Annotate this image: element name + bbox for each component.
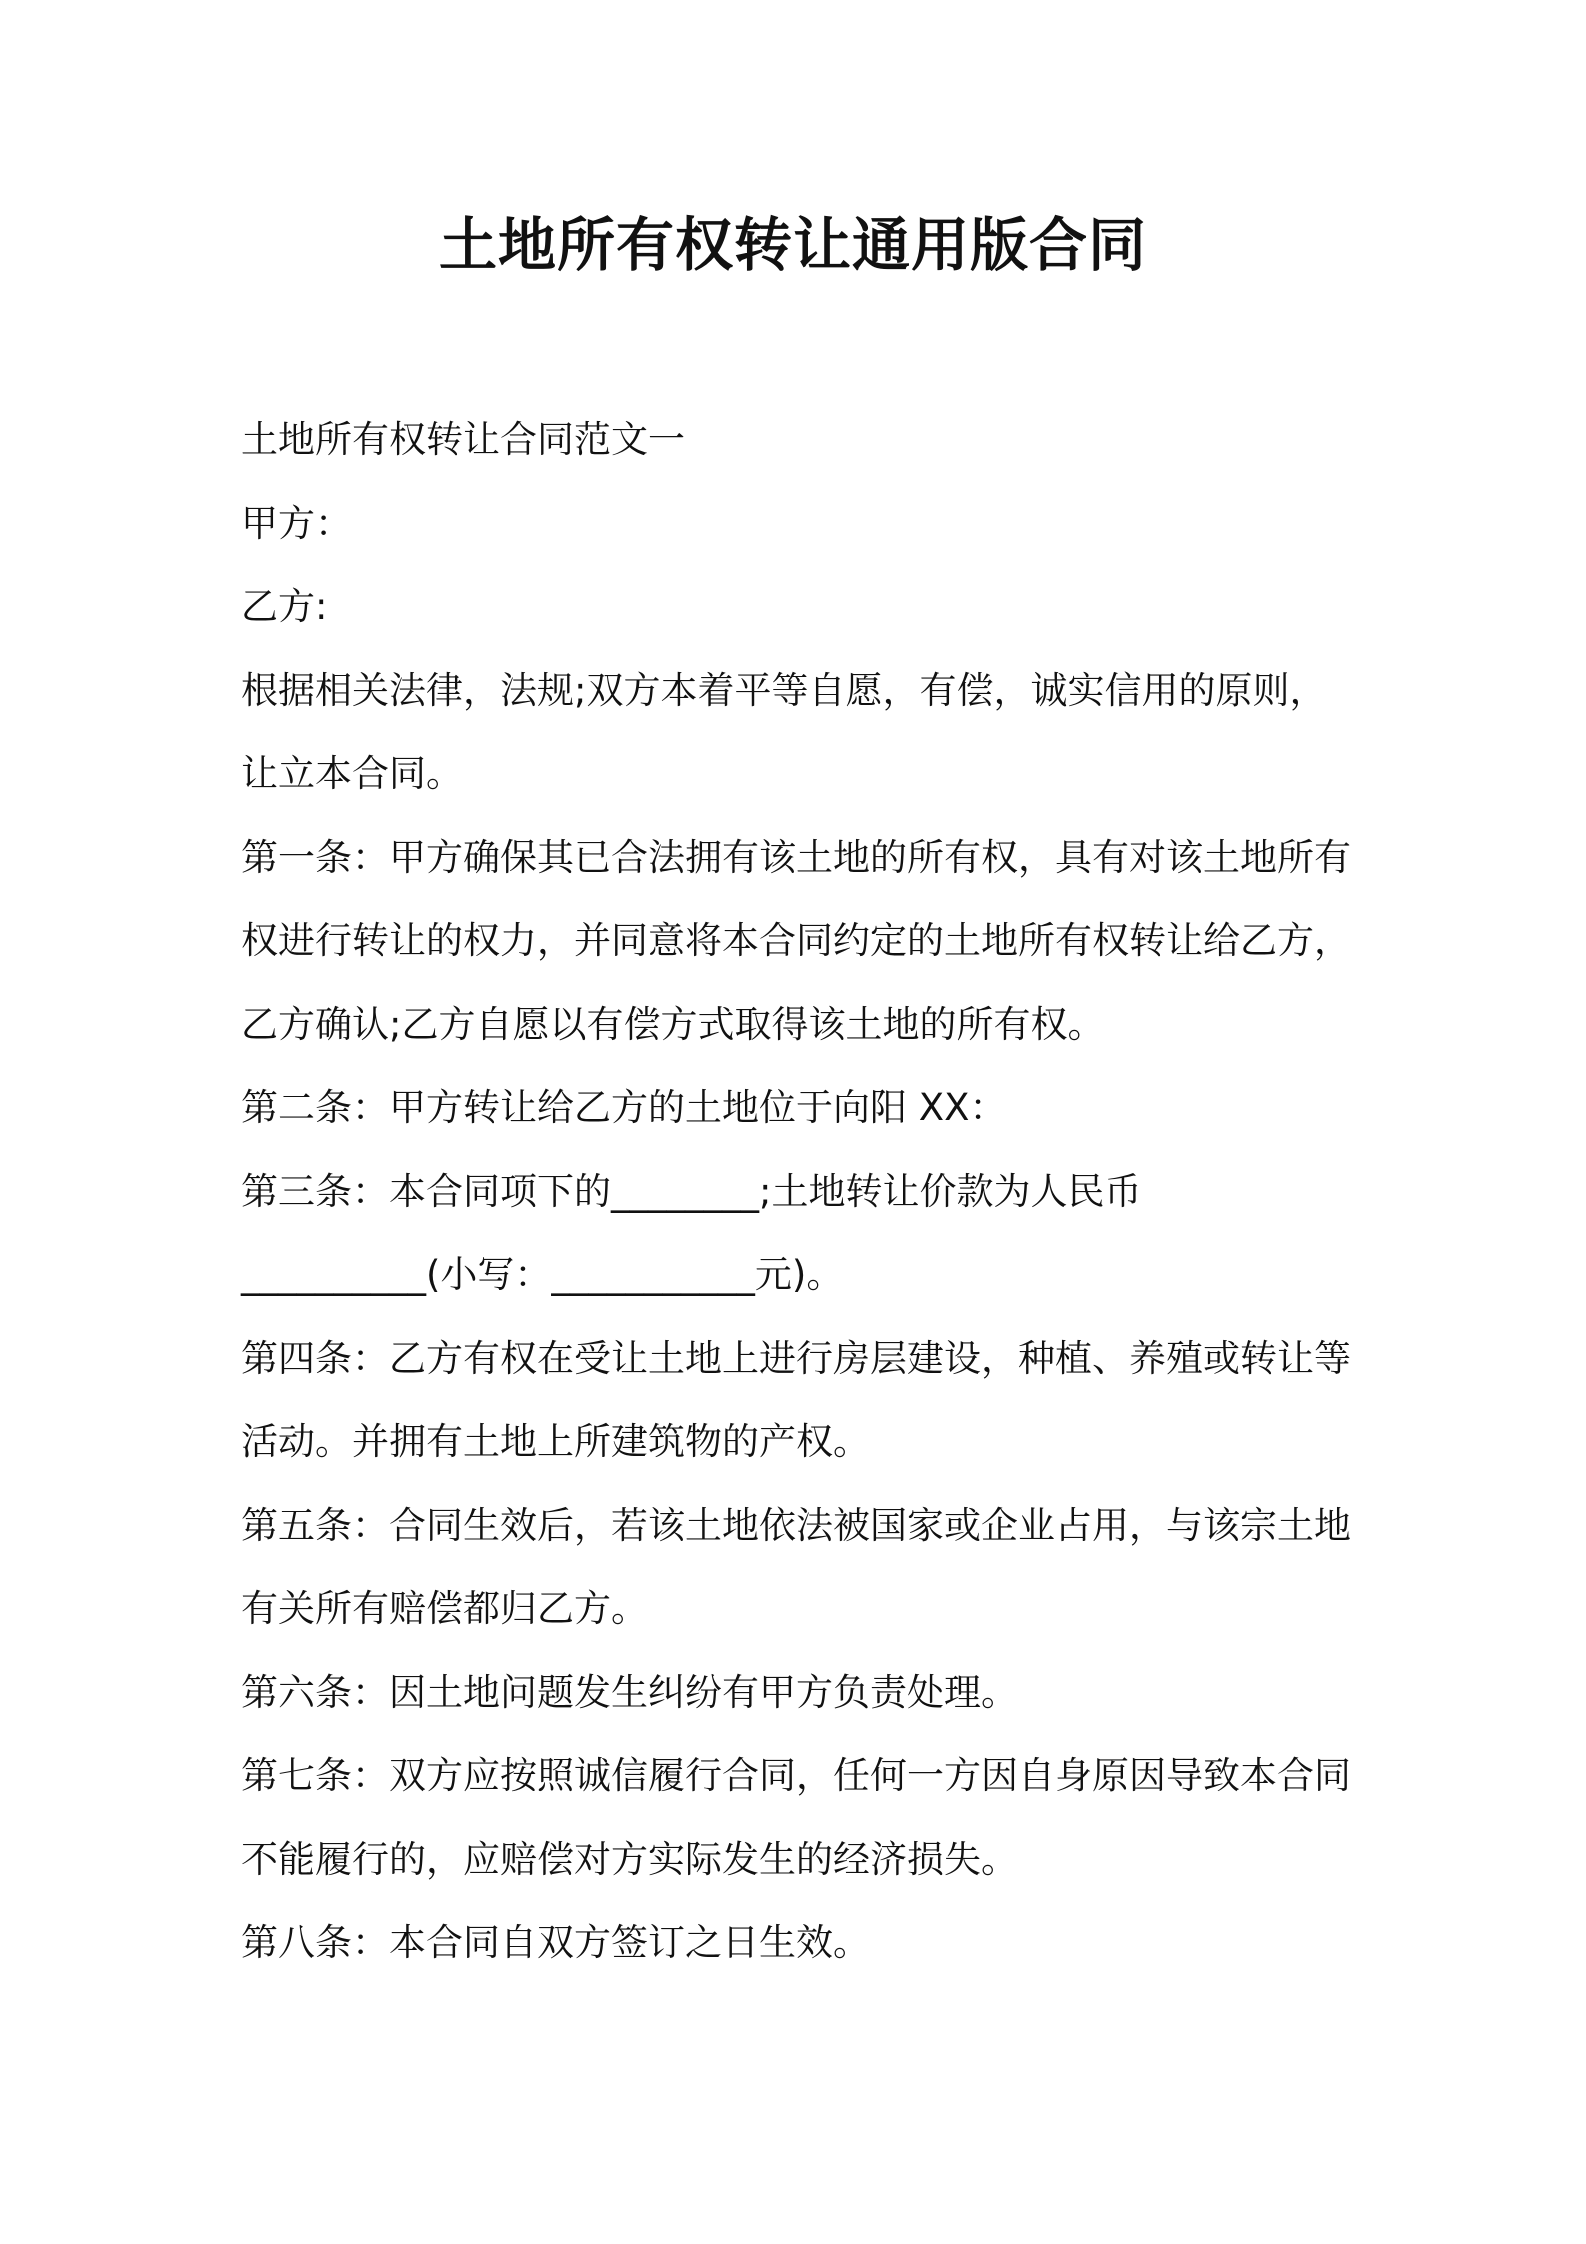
article-2-line: 第二条：甲方转让给乙方的土地位于向阳 XX： [241, 1086, 1007, 1129]
article-1-line: 权进行转让的权力，并同意将本合同约定的土地所有权转让给乙方， [241, 919, 1351, 962]
section-heading: 土地所有权转让合同范文一 [241, 418, 685, 461]
document-title: 土地所有权转让通用版合同 [438, 211, 1147, 279]
article-1-line: 乙方确认;乙方自愿以有偿方式取得该土地的所有权。 [241, 1002, 1105, 1046]
article-4-line: 第四条：乙方有权在受让土地上进行房层建设，种植、养殖或转让等 [241, 1336, 1351, 1380]
party-b-label: 乙方: [241, 585, 328, 628]
article-4-line: 活动。并拥有土地上所建筑物的产权。 [241, 1420, 870, 1463]
article-1-line: 第一条：甲方确保其已合法拥有该土地的所有权，具有对该土地所有 [241, 835, 1351, 879]
party-a-label: 甲方： [241, 501, 352, 545]
article-3-line: 第三条：本合同项下的________;土地转让价款为人民币 [241, 1169, 1142, 1213]
article-8-line: 第八条：本合同自双方签订之日生效。 [241, 1921, 870, 1964]
preamble-line: 根据相关法律，法规;双方本着平等自愿，有偿，诚实信用的原则， [241, 668, 1327, 712]
article-5-line: 有关所有赔偿都归乙方。 [241, 1587, 648, 1630]
preamble-line: 让立本合同。 [241, 752, 463, 795]
article-7-line: 不能履行的，应赔偿对方实际发生的经济损失。 [241, 1837, 1018, 1881]
article-6-line: 第六条：因土地问题发生纠纷有甲方负责处理。 [241, 1670, 1018, 1714]
article-7-line: 第七条：双方应按照诚信履行合同，任何一方因自身原因导致本合同 [241, 1754, 1351, 1797]
document-body [241, 398, 1361, 1985]
article-5-line: 第五条：合同生效后，若该土地依法被国家或企业占用，与该宗土地 [241, 1503, 1351, 1547]
article-3-line: __________(小写：___________元)。 [241, 1253, 844, 1296]
